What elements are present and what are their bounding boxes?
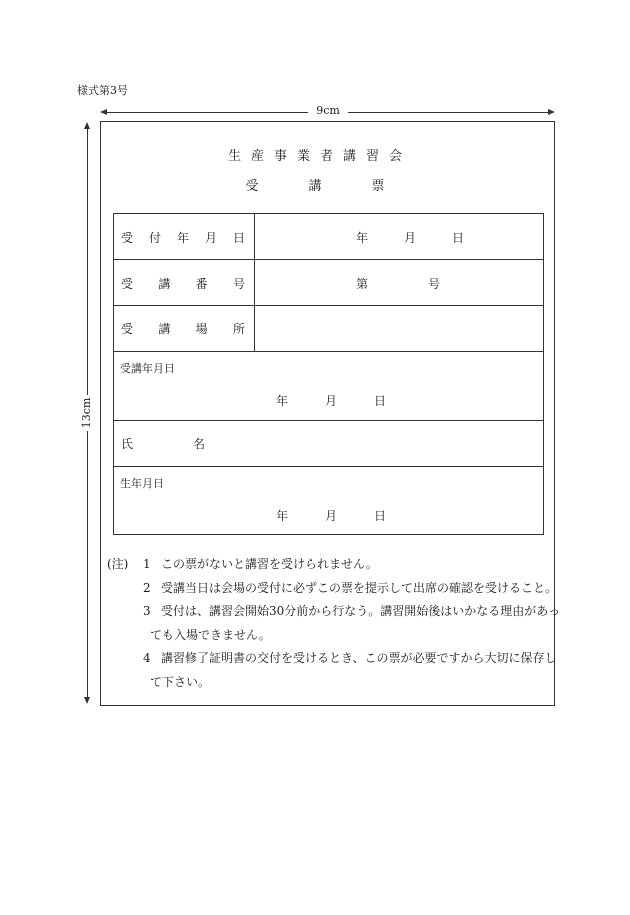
- organization-title: 生産事業者講習会: [227, 149, 412, 164]
- row-divider: [114, 259, 543, 260]
- note-item: [107, 577, 558, 601]
- width-dimension-label: 9cm: [308, 104, 348, 118]
- note-text: て下さい。: [150, 674, 211, 689]
- form-number-label: 様式第3号: [77, 84, 128, 97]
- notes-section: [107, 553, 561, 694]
- course-number-label: 受 講 番 号: [121, 277, 245, 291]
- doc-title-char: 受: [245, 179, 259, 194]
- name-label: 氏 名: [121, 437, 205, 451]
- course-date-value: 年 月 日: [276, 394, 387, 408]
- note-item: [107, 647, 557, 671]
- row-divider: [114, 420, 543, 421]
- row-divider: [114, 351, 543, 352]
- note-number: 3: [143, 604, 151, 618]
- arrow-right-icon: [548, 109, 555, 115]
- row-divider: [114, 305, 543, 306]
- note-continuation: [107, 624, 552, 648]
- birth-date-label: 生年月日: [120, 477, 164, 490]
- course-date-label: 受講年月日: [120, 362, 175, 375]
- note-text: 講習修了証明書の交付を受けるとき、この票が必要ですから大切に保存し: [161, 651, 557, 665]
- note-number: 1: [143, 557, 151, 571]
- arrow-down-icon: [84, 697, 90, 704]
- notes-prefix: (注): [107, 557, 129, 571]
- note-text: 受講当日は会場の受付に必ずこの票を提示して出席の確認を受けること。: [161, 580, 558, 595]
- note-number: 2: [143, 580, 151, 595]
- row-divider: [114, 466, 543, 467]
- doc-title-char: 講: [308, 179, 322, 194]
- course-number-value: 第 号: [356, 277, 441, 291]
- note-text: この票がないと講習を受けられません。: [161, 557, 378, 571]
- reception-date-label: 受 付 年 月 日: [121, 231, 245, 245]
- note-number: 4: [143, 651, 151, 665]
- reception-date-value: 年 月 日: [356, 231, 465, 245]
- course-place-label: 受 講 場 所: [121, 322, 245, 336]
- note-continuation: [107, 671, 552, 695]
- note-text: 受付は、講習会開始30分前から行なう。講習開始後はいかなる理由があっ: [161, 604, 561, 618]
- height-dimension-label: 13cm: [79, 395, 95, 431]
- arrow-up-icon: [84, 122, 90, 129]
- document-title: [0, 175, 630, 194]
- note-text: ても入場できません。: [150, 627, 271, 642]
- note-item: [107, 553, 552, 577]
- arrow-left-icon: [100, 109, 107, 115]
- note-item: [107, 600, 561, 624]
- doc-title-char: 票: [371, 179, 385, 194]
- column-divider: [254, 214, 255, 351]
- birth-date-value: 年 月 日: [276, 509, 387, 523]
- ticket-table: [113, 213, 544, 535]
